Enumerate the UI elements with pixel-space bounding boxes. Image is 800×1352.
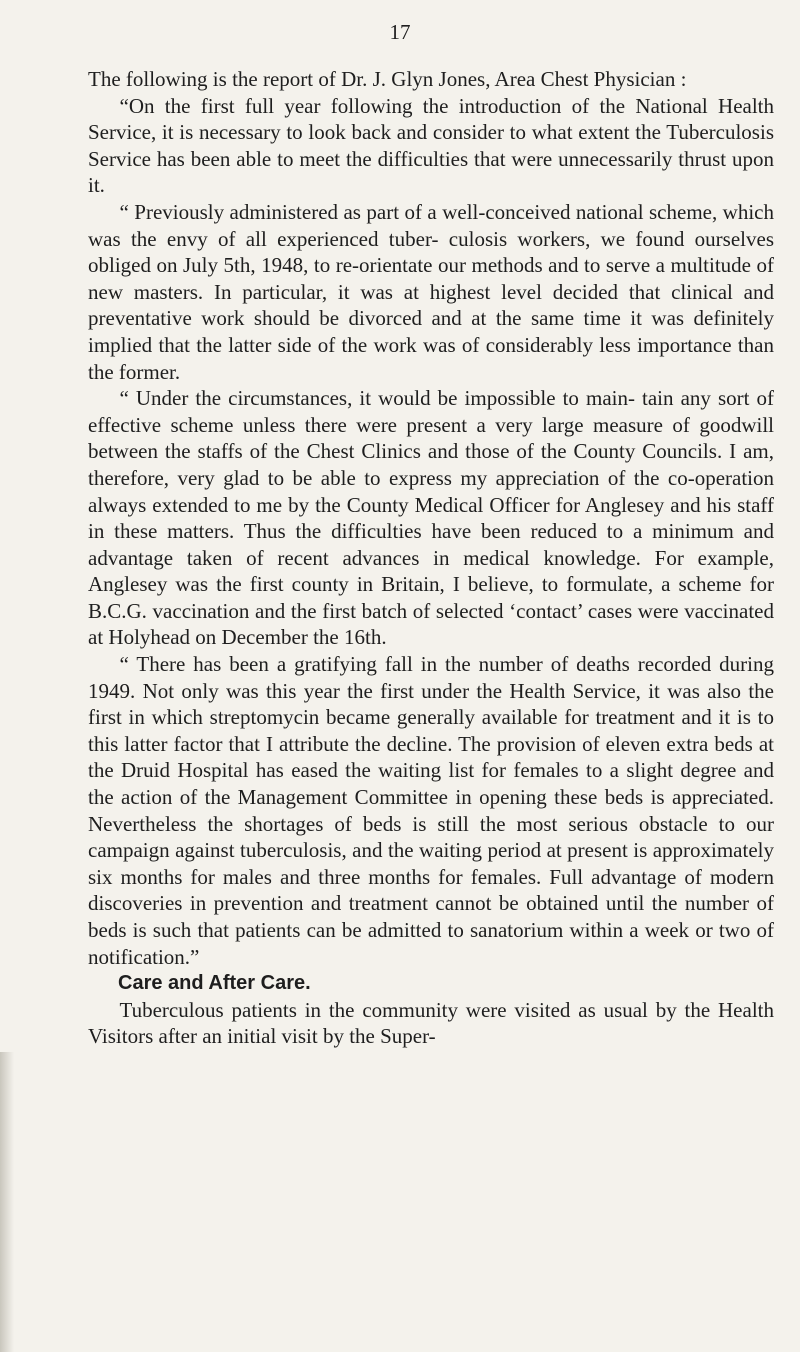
section-paragraph: Tuberculous patients in the community were visited as usual by the Health Visitors after an initial visit by the Super-: [88, 997, 774, 1049]
page-number: 17: [389, 20, 411, 44]
report-paragraph: “On the first full year following the introduction of the National Health Service, it is necessary to look back and consider to what extent the Tuberculosis Service has been able to meet the difficulties that were unnecessarily thrust upon it.: [88, 93, 774, 198]
report-paragraph: “ There has been a gratifying fall in the number of deaths recorded during 1949. Not only was this year the first under the Health Service, it was also the first in which streptomycin became generally available for treatment and it is to this latter factor that I attribute the decline. The provision of eleven extra beds at the Druid Hospital has eased the waiting list for females to a slight degree and the action of the Management Committee in opening these beds is appreciated. Nevertheless the shortages of beds is still the most serious obstacle to our campaign against tuberculosis, and the waiting period at present is approximately six months for males and three months for females. Full advantage of modern discoveries in prevention and treatment cannot be obtained until the number of beds is such that patients can be admitted to sanatorium within a week or two of notification.”: [88, 652, 774, 969]
report-body: [88, 66, 774, 1050]
section-heading: Care and After Care.: [118, 972, 311, 995]
page-edge-shadow: [0, 1052, 14, 1352]
intro-paragraph: The following is the report of Dr. J. Glyn Jones, Area Chest Physician :: [88, 67, 687, 91]
report-paragraph: “ Under the circumstances, it would be impossible to main- tain any sort of effective scheme unless there were present a very large measure of goodwill between the staffs of the Chest Clinics and those of the County Councils. I am, therefore, very glad to be able to express my appreciation of the co-operation always extended to me by the County Medical Officer for Anglesey and his staff in these matters. Thus the difficulties have been reduced to a minimum and advantage taken of recent advances in medical knowledge. For example, Anglesey was the first county in Britain, I believe, to formulate, a scheme for B.C.G. vaccination and the first batch of selected ‘contact’ cases were vaccinated at Holyhead on December the 16th.: [88, 386, 774, 650]
report-paragraph: “ Previously administered as part of a well-conceived national scheme, which was the envy of all experienced tuber- culosis workers, we found ourselves obliged on July 5th, 1948, to re-orientate our methods and to serve a multitude of new masters. In particular, it was at highest level decided that clinical and preventative work should be divorced and at the same time it was definitely implied that the latter side of the work was of considerably less importance than the former.: [88, 199, 774, 384]
